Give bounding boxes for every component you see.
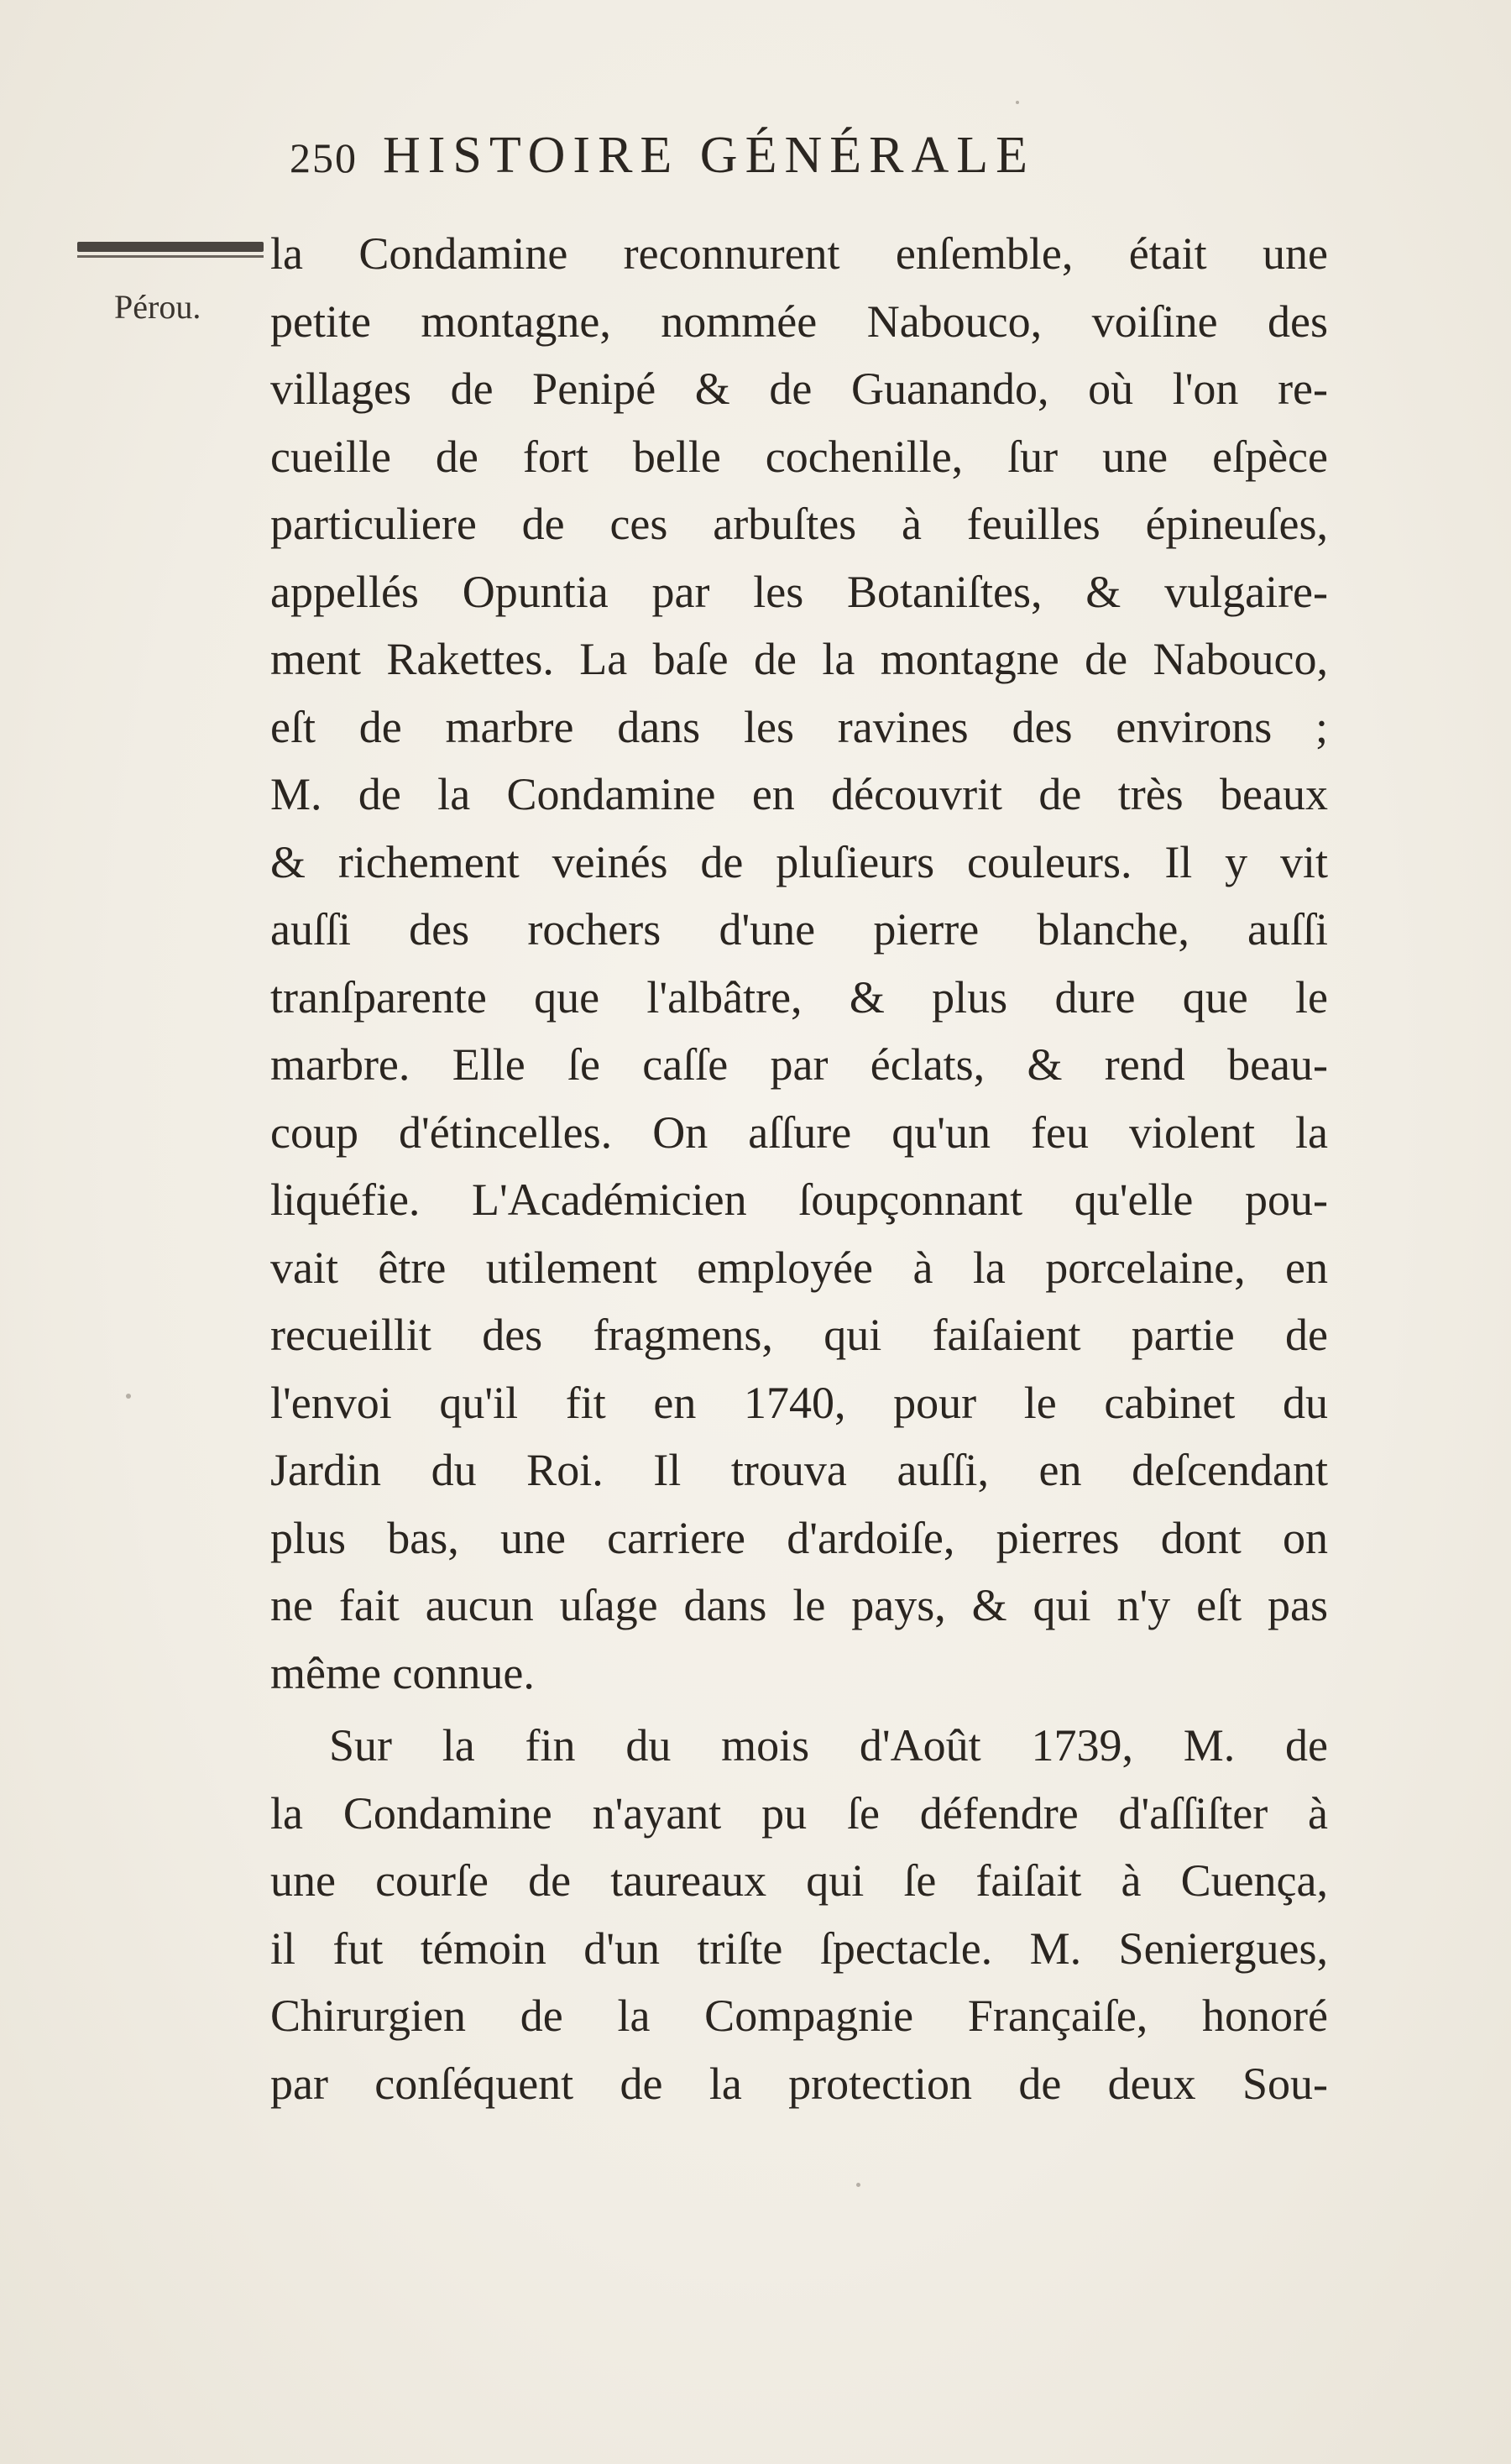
text-line: ne fait aucun uſage dans le pays, & qui n'y eſt pas xyxy=(270,1580,1328,1630)
text-line: vait être utilement employée à la porcelaine, en xyxy=(270,1242,1328,1293)
running-head xyxy=(290,126,1230,193)
text-line: appellés Opuntia par les Botaniſtes, & vulgaire- xyxy=(270,566,1328,617)
text-line: & richement veinés de pluſieurs couleurs. Il y vit xyxy=(270,836,1328,887)
text-line: même connue. xyxy=(270,1647,535,1698)
text-line: cueille de fort belle cochenille, ſur une eſpèce xyxy=(270,431,1328,482)
paper-fleck xyxy=(126,1394,131,1399)
text-line: recueillit des fragmens, qui faiſaient partie de xyxy=(270,1310,1328,1360)
text-line: plus bas, une carriere d'ardoiſe, pierres dont on xyxy=(270,1512,1328,1563)
text-line: marbre. Elle ſe caſſe par éclats, & rend beau- xyxy=(270,1039,1328,1090)
text-line: par conſéquent de la protection de deux Sou- xyxy=(270,2058,1328,2109)
text-line: la Condamine reconnurent enſemble, était une xyxy=(270,228,1328,279)
body-text xyxy=(270,220,1328,2117)
text-line: eſt de marbre dans les ravines des environs ; xyxy=(270,701,1328,752)
text-line: une courſe de taureaux qui ſe faiſait à Cuença, xyxy=(270,1855,1328,1906)
text-line: auſſi des rochers d'une pierre blanche, auſſi xyxy=(270,904,1328,955)
text-line: liquéfie. L'Académicien ſoupçonnant qu'elle pou- xyxy=(270,1174,1328,1225)
text-line: coup d'étincelles. On aſſure qu'un feu violent la xyxy=(270,1106,1328,1158)
paper-fleck xyxy=(856,2183,860,2187)
text-line: Chirurgien de la Compagnie Françaiſe, honoré xyxy=(270,1991,1328,2041)
text-line: Jardin du Roi. Il trouva auſſi, en deſcendant xyxy=(270,1445,1328,1495)
margin-rule xyxy=(77,242,264,252)
text-line: petite montagne, nommée Nabouco, voiſine des xyxy=(270,296,1328,347)
margin-rule-thin xyxy=(77,255,264,258)
margin-note: Pérou. xyxy=(114,288,201,326)
text-line: particuliere de ces arbuſtes à feuilles épineuſes, xyxy=(270,499,1328,549)
page-number: 250 xyxy=(290,134,358,181)
text-line: tranſparente que l'albâtre, & plus dure que le xyxy=(270,971,1328,1023)
text-line: villages de Penipé & de Guanando, où l'on re- xyxy=(270,364,1328,414)
text-line: l'envoi qu'il fit en 1740, pour le cabinet du xyxy=(270,1377,1328,1428)
running-title: HISTOIRE GÉNÉRALE xyxy=(383,127,1035,184)
text-line: Sur la fin du mois d'Août 1739, M. de xyxy=(329,1720,1328,1771)
text-line: il fut témoin d'un triſte ſpectacle. M. Seniergues, xyxy=(270,1923,1328,1974)
text-line: la Condamine n'ayant pu ſe défendre d'aſſiſter à xyxy=(270,1787,1328,1839)
paper-fleck xyxy=(1016,101,1019,104)
text-line: M. de la Condamine en découvrit de très beaux xyxy=(270,769,1328,819)
text-line: ment Rakettes. La baſe de la montagne de Nabouco, xyxy=(270,634,1328,684)
